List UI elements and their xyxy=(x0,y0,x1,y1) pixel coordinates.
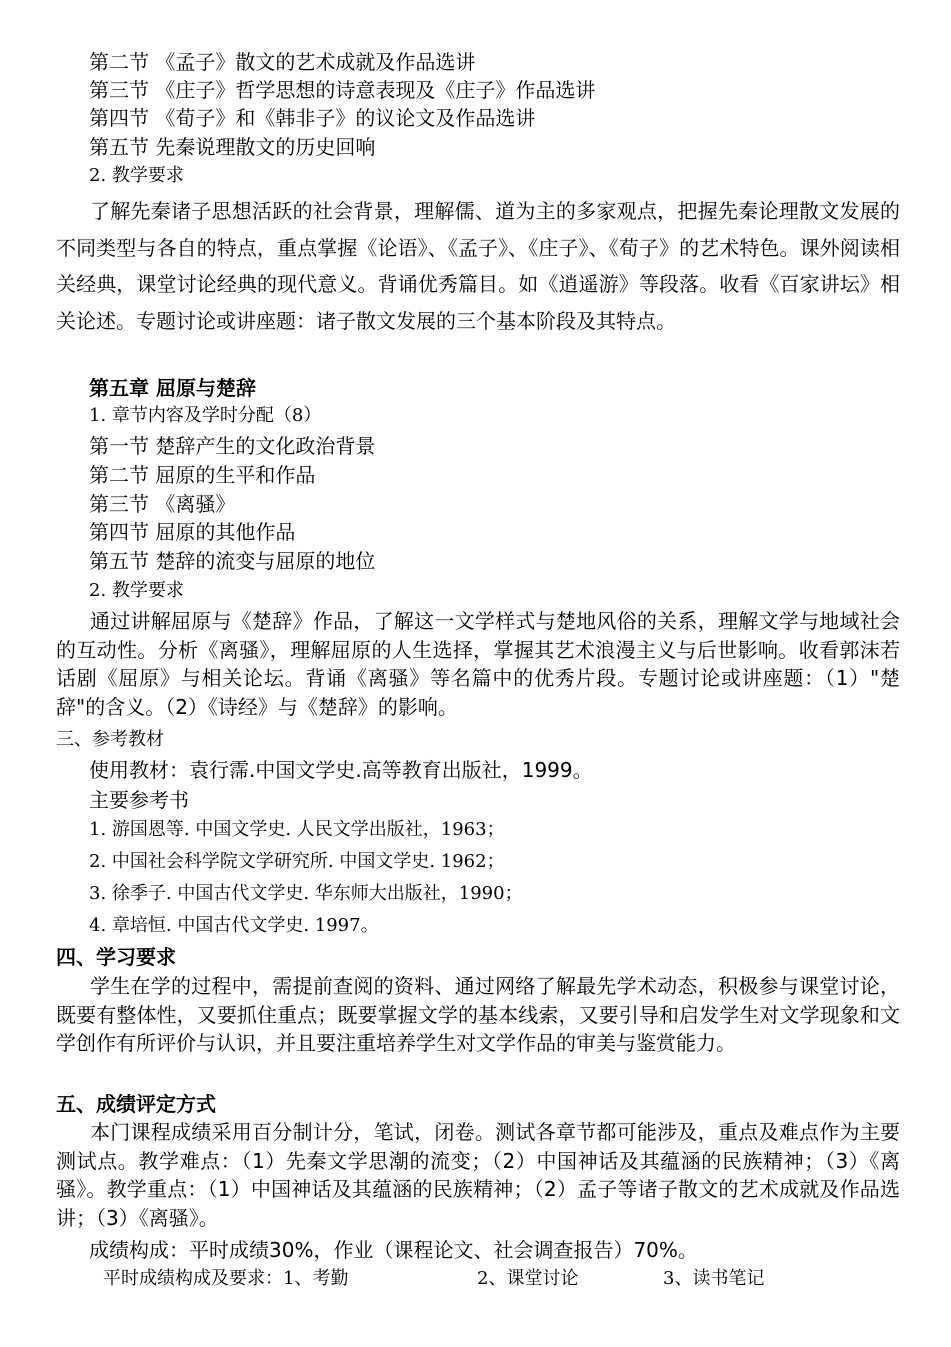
references-heading: 三、参考教材 xyxy=(56,729,164,750)
reference-item: 4. 章培恒. 中国古代文学史. 1997。 xyxy=(89,915,379,936)
c5-requirements-text xyxy=(56,607,900,721)
paragraph: 学生在学的过程中，需提前查阅的资料、通过网络了解最先学术动态，积极参与课堂讨论，既要有整体性，又要抓住重点；既要掌握文学的基本线索，又要引导和启发学生对文学现象和文学创作有所评价与认识，并且要注重培养学生对文学作品的审美与鉴赏能力。 xyxy=(56,974,900,1056)
c5-content-label: 1. 章节内容及学时分配（8） xyxy=(89,405,322,426)
c4-requirements-label: 2. 教学要求 xyxy=(89,165,184,186)
section-c4-5: 第五节 先秦说理散文的历史回响 xyxy=(89,135,376,159)
grade-heading: 五、成绩评定方式 xyxy=(56,1092,216,1116)
usual-grade-label: 平时成绩构成及要求：1、考勤 xyxy=(103,1268,349,1289)
paragraph: 通过讲解屈原与《楚辞》作品，了解这一文学样式与楚地风俗的关系，理解文学与地域社会的互动性。分析《离骚》，理解屈原的人生选择，掌握其艺术浪漫主义与后世影响。收看郭沫若话剧《屈原》与相关论坛。背诵《离骚》等名篇中的优秀片段。专题讨论或讲座题：（1）"楚辞"的含义。（2）《诗经》与《楚辞》的影响。 xyxy=(56,609,900,719)
reference-item: 1. 游国恩等. 中国文学史. 人民文学出版社，1963； xyxy=(89,819,505,840)
textbook-line: 使用教材：袁行霈.中国文学史.高等教育出版社，1999。 xyxy=(89,758,593,782)
paragraph: 了解先秦诸子思想活跃的社会背景，理解儒、道为主的多家观点，把握先秦论理散文发展的不同类型与各自的特点，重点掌握《论语》、《孟子》、《庄子》、《荀子》的艺术特色。课外阅读相关经典，课堂讨论经典的现代意义。背诵优秀篇目。如《逍遥游》等段落。收看《百家讲坛》相关论述。专题讨论或讲座题：诸子散文发展的三个基本阶段及其特点。 xyxy=(56,199,900,333)
section-c4-2: 第二节 《孟子》散文的艺术成就及作品选讲 xyxy=(89,50,476,74)
main-references-label: 主要参考书 xyxy=(89,788,189,812)
section-c5-2: 第二节 屈原的生平和作品 xyxy=(89,463,316,487)
section-c5-4: 第四节 屈原的其他作品 xyxy=(89,520,296,544)
usual-grade-item: 3、读书笔记 xyxy=(663,1268,765,1289)
chapter5-title: 第五章 屈原与楚辞 xyxy=(89,376,256,400)
study-text xyxy=(56,972,900,1058)
section-c5-3: 第三节 《离骚》 xyxy=(89,492,236,516)
section-c4-3: 第三节 《庄子》哲学思想的诗意表现及《庄子》作品选讲 xyxy=(89,78,596,102)
c4-requirements-text xyxy=(56,193,900,339)
study-heading: 四、学习要求 xyxy=(56,945,176,969)
section-c4-4: 第四节 《荀子》和《韩非子》的议论文及作品选讲 xyxy=(89,106,536,130)
paragraph: 本门课程成绩采用百分制计分，笔试，闭卷。测试各章节都可能涉及，重点及难点作为主要测试点。教学难点：（1）先秦文学思潮的流变；（2）中国神话及其蕴涵的民族精神；（3）《离骚》。教学重点：（1）中国神话及其蕴涵的民族精神；（2）孟子等诸子散文的艺术成就及作品选讲；（3）《离骚》。 xyxy=(56,1120,900,1230)
section-c5-5: 第五节 楚辞的流变与屈原的地位 xyxy=(89,549,376,573)
grade-text xyxy=(56,1118,900,1232)
usual-grade-item: 2、课堂讨论 xyxy=(477,1268,579,1289)
grade-composition: 成绩构成：平时成绩30%，作业（课程论文、社会调查报告）70%。 xyxy=(89,1238,698,1262)
section-c5-1: 第一节 楚辞产生的文化政治背景 xyxy=(89,434,376,458)
reference-item: 3. 徐季子. 中国古代文学史. 华东师大出版社，1990； xyxy=(89,883,523,904)
reference-item: 2. 中国社会科学院文学研究所. 中国文学史. 1962； xyxy=(89,851,505,872)
c5-requirements-label: 2. 教学要求 xyxy=(89,580,184,601)
